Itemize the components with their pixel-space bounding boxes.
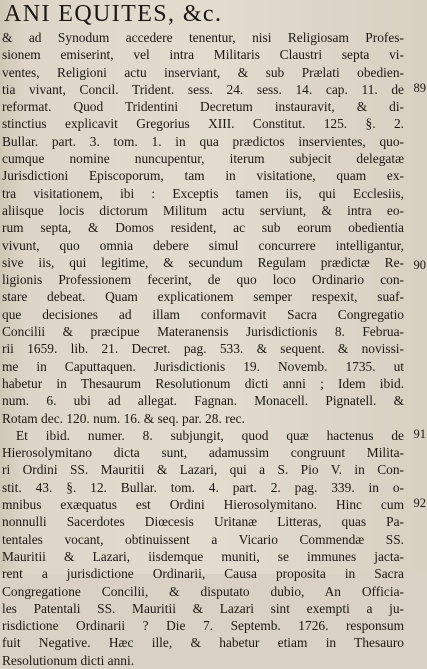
text-line: Congregatione Concilii, & disputato dubio, An Officia-: [2, 583, 404, 599]
text-line: Jurisdictioni Episcoporum, tam in visitatione, quam ex-: [2, 168, 404, 184]
text-line: les Patentali SS. Mauritii & Lazari sint exempti a ju-: [2, 600, 404, 616]
text-line: rent a jurisdictione Ordinarii, Causa proposita in Sacra: [2, 566, 404, 582]
text-line: Resolutionum dicti anni.: [2, 652, 135, 668]
text-line: tra visitationem, ibi : Exceptis tamen iis, qui Ecclesiis,: [2, 185, 404, 201]
text-line: nonnulli Sacerdotes Diœcesis Uritanæ Litteras, quas Pa-: [2, 514, 404, 530]
margin-note: 89: [413, 81, 426, 95]
body-text: [2, 29, 404, 669]
text-line: ri Ordini SS. Mauritii & Lazari, qui a S. Pio V. in Con-: [2, 462, 404, 478]
text-line: vivunt, quo omnia debere simul concurrere intelligantur,: [2, 237, 404, 253]
text-line: Hierosolymitano dicta sunt, adamussim congruunt Milita-: [2, 445, 404, 461]
text-line: & ad Synodum accedere tenentur, nisi Religiosam Profes-: [2, 30, 404, 45]
margin-note: 91: [413, 427, 426, 441]
text-line: Mauritii & Lazari, iisdemque muniti, se immunes jacta-: [2, 548, 404, 564]
text-line: sionem emiserint, vel intra Militaris Claustri septa vi-: [2, 47, 404, 63]
text-line: stare debeat. Quam explicationem semper respexit, suaf-: [2, 289, 404, 305]
text-line: ventes, Religioni actu inserviant, & sub Prælati obedien-: [2, 64, 404, 80]
margin-notes: [405, 0, 427, 574]
text-line: risdictione Ordinarii ? Die 7. Septemb. 1726. responsum: [2, 618, 404, 634]
text-line: rum septa, & Domos resident, ac sub eorum obedientia: [2, 220, 404, 236]
text-line: ligionis Professionem fecerint, de quo loco Ordinario con-: [2, 272, 404, 288]
text-line: que decisiones ad illam conformavit Sacra Congregatio: [2, 306, 404, 322]
text-line: rii 1659. lib. 21. Decret. pag. 533. & sequent. & novissi-: [2, 341, 404, 357]
text-line: Bullar. part. 3. tom. 1. in qua prædictos inservientes, quo-: [2, 133, 404, 149]
text-line: num. 6. ubi ad allegat. Fagnan. Monacell. Pignatell. &: [2, 393, 404, 409]
text-line: Rotam dec. 120. num. 16. & seq. par. 28. rec.: [2, 410, 245, 426]
margin-note: 90: [413, 258, 426, 272]
text-line: Concilii & præcipue Materanensis Jurisdictionis 8. Februa-: [2, 324, 404, 340]
text-line: stit. 43. §. 12. Bullar. tom. 4. part. 2. pag. 339. in o-: [2, 479, 404, 495]
text-line: mnibus exæquatus est Ordini Hierosolymitano. Hinc cum: [2, 497, 404, 513]
text-line: me in Caputtaquen. Jurisdictionis 19. Novemb. 1735. ut: [2, 358, 404, 374]
text-line: Et ibid. numer. 8. subjungit, quod quæ hactenus de: [16, 427, 404, 443]
text-line: stinctius explicavit Gregorius XIII. Constitut. 125. §. 2.: [2, 116, 404, 132]
text-line: tentales vocant, obtinuissent a Vicario Commendæ SS.: [2, 531, 404, 547]
text-line: tia vivant, Concil. Trident. sess. 24. sess. 14. cap. 11. de: [2, 81, 404, 97]
text-line: sive iis, qui legitime, & secundum Regulam prædictæ Re-: [2, 254, 404, 270]
running-header: ANI EQUITES, &c.: [4, 1, 223, 27]
text-line: aliisque locis dictorum Militum actu serviunt, & intra eo-: [2, 202, 404, 218]
text-line: cumque nomine nuncupentur, iterum subjecit delegatæ: [2, 151, 404, 167]
margin-note: 92: [413, 496, 426, 510]
text-line: fuit Negative. Hæc ille, & habetur etiam in Thesauro: [2, 635, 404, 651]
text-line: reformat. Quod Tridentini Decretum instauravit, & di-: [2, 99, 404, 115]
text-line: habetur in Thesaurum Resolutionum dicti anni ; Idem ibid.: [2, 375, 404, 391]
